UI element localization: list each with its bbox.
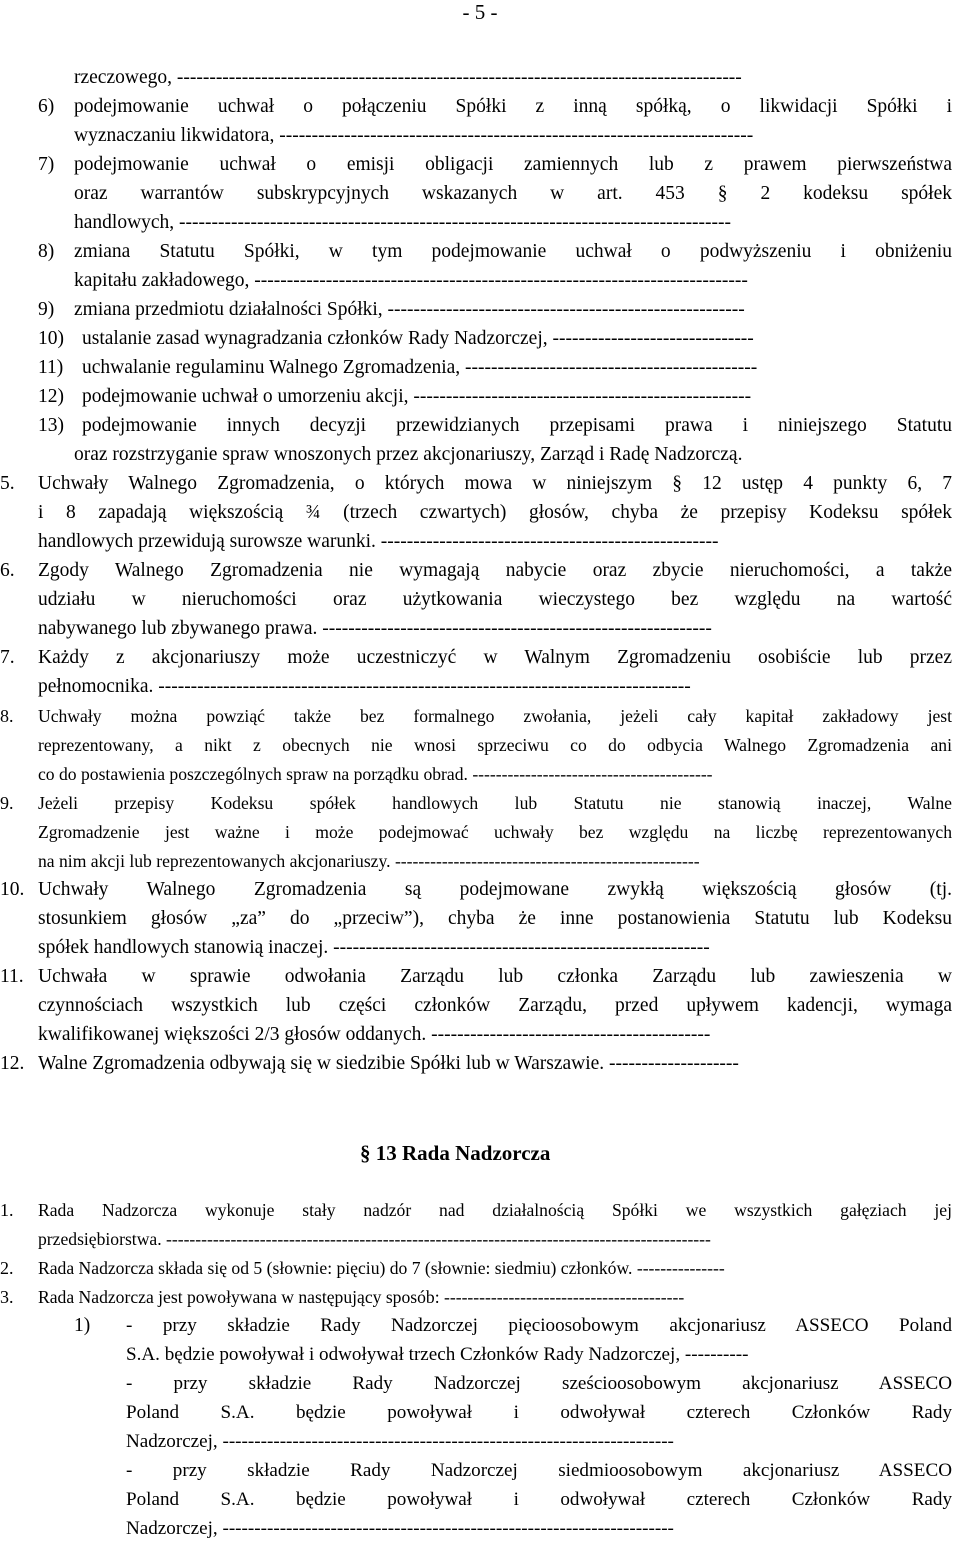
text-line: oraz rozstrzyganie spraw wnoszonych przez akcjonariuszy, Zarząd i Radę Nadzorczą. — [74, 444, 743, 465]
text-line: Jeżeli przepisy Kodeksu spółek handlowych lub Statutu nie stanowią inaczej, Walne — [38, 793, 952, 813]
item-number: 11) — [38, 357, 64, 378]
text-line: Uchwały Walnego Zgromadzenia, o których mowa w niniejszym § 12 ustęp 4 punkty 6, 7 — [38, 473, 952, 494]
text-line: S.A. będzie powoływał i odwoływał trzech Członków Rady Nadzorczej, ---------- — [126, 1344, 749, 1365]
item-number: 7. — [0, 647, 15, 668]
item-number: 8) — [38, 241, 55, 262]
text-line: Zgromadzenie jest ważne i może podejmować uchwały bez względu na liczbę reprezentowanych — [38, 822, 952, 842]
text-line: przedsiębiorstwa. --------------------------------------------------------------------------------------------- — [38, 1229, 711, 1249]
text-line: podejmowanie innych decyzji przewidzianych przepisami prawa i niniejszego Statutu — [82, 415, 952, 436]
text-line: handlowych, ------------------------------------------------------------------------------------- — [74, 212, 732, 233]
text-line: zmiana przedmiotu działalności Spółki, ------------------------------------------------------- — [74, 299, 745, 320]
text-line: rzeczowego, --------------------------------------------------------------------------------------- — [74, 67, 742, 88]
text-line: handlowych przewidują surowsze warunki. ---------------------------------------------------- — [38, 531, 719, 552]
item-number: 12) — [38, 386, 64, 407]
text-line: pełnomocnika. ---------------------------------------------------------------------------------- — [38, 676, 691, 697]
text-line: zmiana Statutu Spółki, w tym podejmowanie uchwał o podwyższeniu i obniżeniu — [74, 241, 952, 262]
text-line: Poland S.A. będzie powoływał i odwoływał czterech Członków Rady — [126, 1489, 952, 1510]
item-number: 11. — [0, 966, 24, 987]
text-line: spółek handlowych stanowią inaczej. ---------------------------------------------------------- — [38, 937, 710, 958]
text-line: Rada Nadzorcza składa się od 5 (słownie: pięciu) do 7 (słownie: siedmiu) członków. --------------- — [38, 1258, 725, 1278]
text-line: Każdy z akcjonariuszy może uczestniczyć w Walnym Zgromadzeniu osobiście lub przez — [38, 647, 952, 668]
text-line: na nim akcji lub reprezentowanych akcjonariuszy. ---------------------------------------------------- — [38, 851, 700, 871]
text-line: Zgody Walnego Zgromadzenia nie wymagają nabycie oraz zbycie nieruchomości, a także — [38, 560, 952, 581]
text-line: Rada Nadzorcza jest powoływana w następujący sposób: ----------------------------------------- — [38, 1287, 685, 1307]
text-line: - przy składzie Rady Nadzorczej sześcioosobowym akcjonariusz ASSECO — [126, 1373, 952, 1394]
text-line: uchwalanie regulaminu Walnego Zgromadzenia, --------------------------------------------- — [82, 357, 758, 378]
text-line: i 8 zapadają większością ¾ (trzech czwartych) głosów, chyba że przepisy Kodeksu spółek — [38, 502, 952, 523]
section-title: 13 Rada Nadzorcza — [375, 1141, 551, 1165]
text-line: Uchwały Walnego Zgromadzenia są podejmowane zwykłą większością głosów (tj. — [38, 879, 952, 900]
text-line: kwalifikowanej większości 2/3 głosów oddanych. ------------------------------------------- — [38, 1024, 711, 1045]
text-line: Poland S.A. będzie powoływał i odwoływał czterech Członków Rady — [126, 1402, 952, 1423]
page-number: - 5 - — [462, 0, 498, 24]
text-line: udziału w nieruchomości oraz użytkowania wieczystego bez względu na wartość — [38, 589, 952, 610]
item-number: 1. — [0, 1200, 14, 1220]
text-line: czynnościach wszystkich lub części członków Zarządu, przed upływem kadencji, wymaga — [38, 995, 952, 1016]
text-line: - przy składzie Rady Nadzorczej siedmioosobowym akcjonariusz ASSECO — [126, 1460, 952, 1481]
text-line: podejmowanie uchwał o połączeniu Spółki z inną spółką, o likwidacji Spółki i — [74, 96, 952, 117]
item-number: 9) — [38, 299, 55, 320]
text-line: podejmowanie uchwał o emisji obligacji zamiennych lub z prawem pierwszeństwa — [74, 154, 952, 175]
text-line: Nadzorczej, ----------------------------------------------------------------------- — [126, 1518, 674, 1539]
text-line: Nadzorczej, ----------------------------------------------------------------------- — [126, 1431, 674, 1452]
text-line: ustalanie zasad wynagradzania członków Rady Nadzorczej, ------------------------------- — [82, 328, 754, 349]
text-line: Rada Nadzorcza wykonuje stały nadzór nad działalnością Spółki we wszystkich gałęziach jej — [38, 1200, 952, 1220]
text-line: kapitału zakładowego, ---------------------------------------------------------------------------- — [74, 270, 748, 291]
text-line: Uchwała w sprawie odwołania Zarządu lub członka Zarządu lub zawieszenia w — [38, 966, 952, 987]
item-number: 2. — [0, 1258, 14, 1278]
item-number: 8. — [0, 706, 14, 726]
section-mark: § — [360, 1141, 371, 1165]
text-line: podejmowanie uchwał o umorzeniu akcji, ---------------------------------------------------- — [82, 386, 752, 407]
item-number: 9. — [0, 793, 14, 813]
text-line: - przy składzie Rady Nadzorczej pięcioosobowym akcjonariusz ASSECO Poland — [126, 1315, 952, 1336]
item-number: 3. — [0, 1287, 14, 1307]
text-line: nabywanego lub zbywanego prawa. ------------------------------------------------------------ — [38, 618, 712, 639]
item-number: 5. — [0, 473, 15, 494]
text-line: Uchwały można powziąć także bez formalnego zwołania, jeżeli cały kapitał zakładowy jest — [38, 706, 952, 726]
item-number: 7) — [38, 154, 55, 175]
item-number: 13) — [38, 415, 64, 436]
text-line: reprezentowany, a nikt z obecnych nie wnosi sprzeciwu co do odbycia Walnego Zgromadzenia ani — [38, 735, 952, 755]
text-line: oraz warrantów subskrypcyjnych wskazanych w art. 453 § 2 kodeksu spółek — [74, 183, 952, 204]
text-line: co do postawienia poszczególnych spraw na porządku obrad. ----------------------------------------- — [38, 764, 713, 784]
item-number: 10. — [0, 879, 25, 900]
item-number: 1) — [74, 1315, 91, 1336]
text-line: Walne Zgromadzenia odbywają się w siedzibie Spółki lub w Warszawie. -------------------- — [38, 1053, 739, 1074]
text-line: wyznaczaniu likwidatora, ------------------------------------------------------------------------- — [74, 125, 754, 146]
item-number: 12. — [0, 1053, 25, 1074]
text-line: stosunkiem głosów „za” do „przeciw”), chyba że inne postanowienia Statutu lub Kodeksu — [38, 908, 952, 929]
item-number: 6) — [38, 96, 55, 117]
item-number: 10) — [38, 328, 64, 349]
section-heading — [360, 1140, 550, 1166]
item-number: 6. — [0, 560, 15, 581]
